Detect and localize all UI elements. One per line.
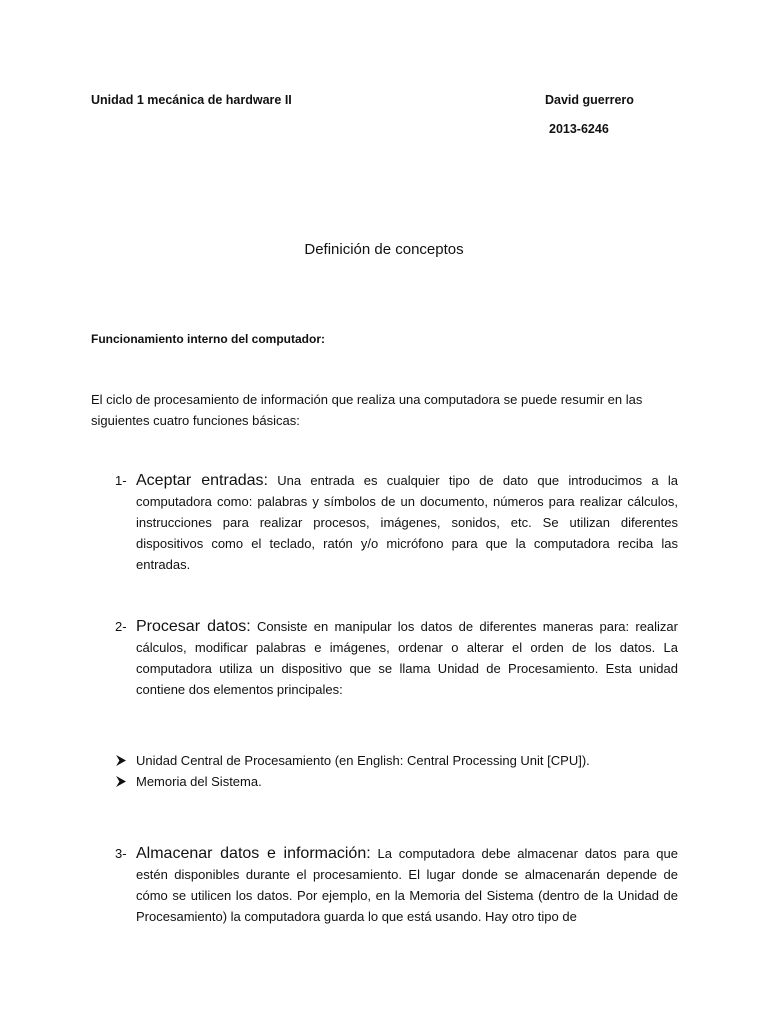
bullet-text: Unidad Central de Procesamiento (en English: Central Processing Unit [CPU]). (136, 753, 590, 768)
list-item-text: Consiste en manipular los datos de diferentes maneras para: realizar cálculos, modificar palabras e imágenes, ordenar o alterar el orden de los datos. La computadora utiliza un dispositivo que se llama Unidad de Procesamiento. Esta unidad contiene dos elementos principales: (136, 619, 678, 697)
list-item-body (136, 843, 678, 927)
list-item-body (136, 470, 678, 575)
list-item-text: La computadora debe almacenar datos para que estén disponibles durante el procesamiento. El lugar donde se almacenarán depende de cómo se utilicen los datos. Por ejemplo, en la Memoria del Sistema (dentro de la Unidad de Procesamiento) la computadora guarda lo que está usando. Hay otro tipo de (136, 846, 678, 924)
bullet-item-memoria (115, 771, 675, 792)
document-title: Definición de conceptos (304, 241, 464, 258)
list-item-term: Almacenar datos e información: (136, 845, 371, 862)
list-item-number: 1- (115, 473, 127, 488)
intro-paragraph: El ciclo de procesamiento de información que realiza una computadora se puede resumir en las siguientes cuatro funciones básicas: (91, 392, 643, 428)
list-item-number: 3- (115, 846, 127, 861)
list-item-aceptar-entradas (115, 470, 678, 575)
list-item-term: Procesar datos: (136, 618, 251, 635)
author-name: David guerrero (545, 93, 634, 107)
bullet-item-cpu (115, 750, 675, 771)
list-item-body (136, 616, 678, 700)
section-heading: Funcionamiento interno del computador: (91, 332, 325, 346)
arrow-bullet-icon (115, 755, 126, 766)
list-item-almacenar-datos (115, 843, 678, 927)
list-item-procesar-datos (115, 616, 678, 700)
arrow-bullet-icon (115, 776, 126, 787)
student-id: 2013-6246 (549, 122, 609, 136)
bullet-list (115, 750, 675, 792)
list-item-term: Aceptar entradas: (136, 472, 268, 489)
bullet-text: Memoria del Sistema. (136, 774, 262, 789)
course-title: Unidad 1 mecánica de hardware II (91, 93, 292, 107)
list-item-number: 2- (115, 619, 127, 634)
list-item-text: Una entrada es cualquier tipo de dato que introducimos a la computadora como: palabras y símbolos de un documento, números para realizar cálculos, instrucciones para realizar procesos, imágenes, sonidos, etc. Se utilizan diferentes dispositivos como el teclado, ratón y/o micrófono para que la computadora reciba las entradas. (136, 473, 679, 572)
